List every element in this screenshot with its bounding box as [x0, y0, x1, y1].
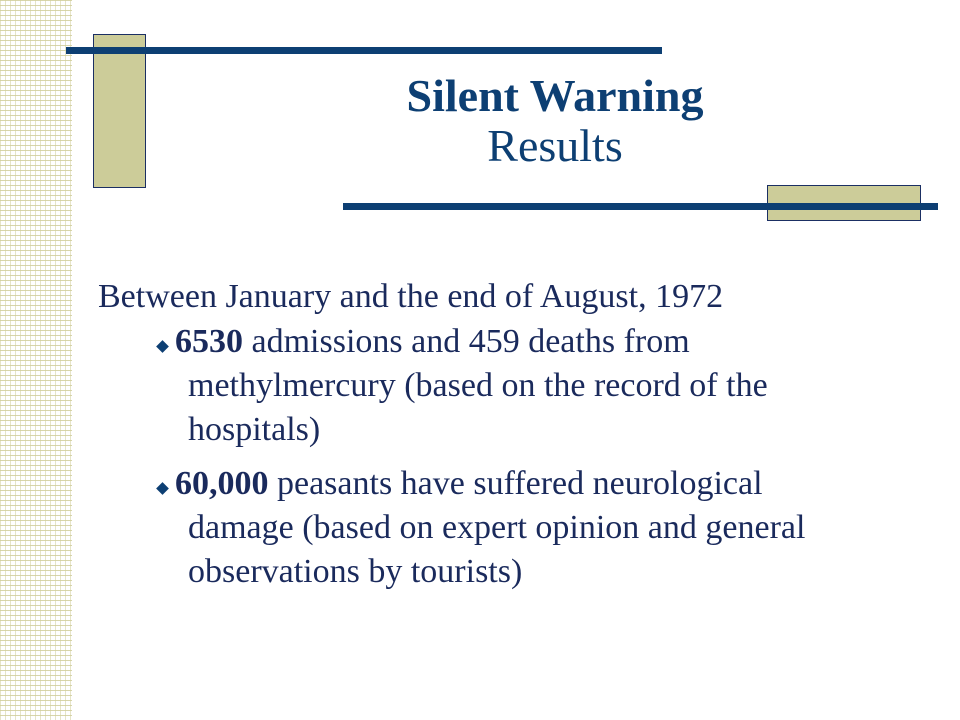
slide-subtitle: Results — [487, 120, 623, 171]
bullet-list — [98, 320, 918, 594]
title-top-rule — [66, 47, 662, 54]
diamond-bullet-icon — [158, 484, 167, 493]
bullet-text: peasants have suffered neurological damage (based on expert opinion and general observations by tourists) — [188, 465, 806, 590]
title-decoration-left-block — [93, 34, 146, 188]
bullet-text: admissions and 459 deaths from methylmercury (based on the record of the hospitals) — [188, 323, 768, 448]
slide-body — [98, 275, 918, 604]
bullet-highlight: 60,000 — [175, 465, 269, 502]
title-bottom-rule — [343, 203, 938, 210]
bullet-highlight: 6530 — [175, 323, 243, 360]
bullet-item-neurological-damage — [98, 462, 873, 594]
diamond-bullet-icon — [158, 342, 167, 351]
slide-title: Silent Warning — [406, 70, 704, 121]
intro-line: Between January and the end of August, 1972 — [98, 278, 724, 315]
bullet-item-admissions — [98, 320, 873, 452]
left-stripe-border — [0, 0, 72, 720]
slide-title-block — [300, 72, 810, 172]
